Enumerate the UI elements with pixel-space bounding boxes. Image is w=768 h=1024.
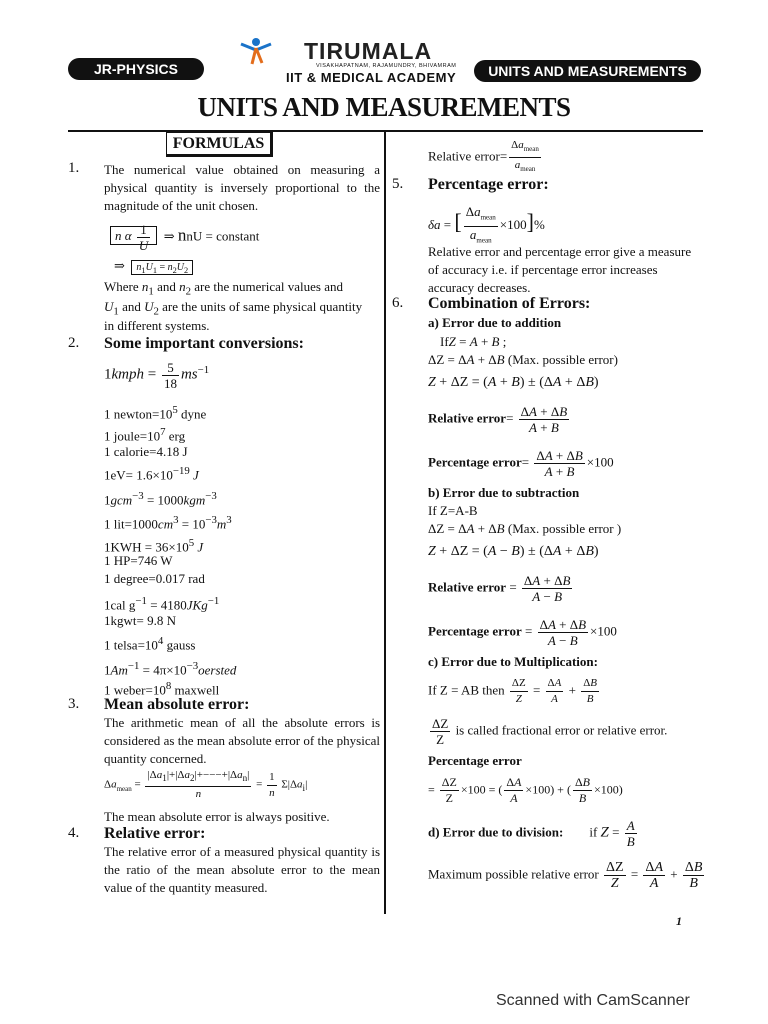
subtraction-max-error: ΔZ = ΔA + ΔB (Max. possible error ) <box>428 521 622 536</box>
multiplication-percentage-formula: = $\frac{\Delta Z}{Z}$ ×100 = ( $\frac{\Delta A}{A}$ ×100) + ( $\frac{\Delta B}{B}$ ×100) <box>428 775 623 805</box>
weber-conversion: 1 $weber=10^8$ maxwell <box>104 680 220 698</box>
subtraction-if: If Z=A-B <box>428 503 478 518</box>
multiplication-heading: c) Error due to Multiplication: <box>428 654 598 669</box>
joule-conversion: 1 $joule=10^7$ erg <box>104 426 186 444</box>
academy-logo <box>238 36 458 91</box>
litre-conversion: 1 $lit=1000cm^3 = 10^{-3}m^3$ <box>104 514 232 532</box>
kgwt-conversion: 1kgwt= 9.8 N <box>104 613 176 628</box>
section-1-number: 1. <box>68 160 80 176</box>
ev-conversion: $1eV= 1.6\times 10^{-19}$ J <box>104 465 199 483</box>
section-5-number: 5. <box>392 176 404 192</box>
where-line-1: Where $n_1$ and $n_2$ are the numerical values and <box>104 279 343 298</box>
tesla-conversion: 1 $telsa=10^4$ gauss <box>104 635 196 653</box>
header-rule <box>68 130 703 132</box>
degree-conversion: 1 degree=0.017 rad <box>104 571 205 586</box>
section-4-number: 4. <box>68 825 80 841</box>
kwh-conversion: $1KWH = 36\times 10^5$ J <box>104 537 204 555</box>
multiplication-if: If Z = AB then $\frac{\Delta Z}{Z}$ = $\frac{\Delta A}{A}$ + $\frac{\Delta B}{B}$ <box>428 677 598 705</box>
subtraction-heading: b) Error due to subtraction <box>428 485 580 500</box>
hp-conversion: 1 HP=746 W <box>104 553 173 568</box>
addition-if: IfZ = A + B ; <box>440 334 507 349</box>
division-max-relative-error: Maximum possible relative error $\frac{\Delta Z}{Z}$ = $\frac{\Delta A}{A}$ + $\frac{\Delta B}{B}$ <box>428 860 703 891</box>
multiplication-percentage-label: Percentage error <box>428 753 522 768</box>
fractional-error-note: $\frac{\Delta Z}{Z}$ is called fractional error or relative error. <box>432 716 668 747</box>
newton-conversion: 1 $newton=10^5$ dyne <box>104 404 207 422</box>
logo-academy: IIT & MEDICAL ACADEMY <box>286 70 457 85</box>
where-line-2: $U_1$ and $U_2$ are the units of same physical quantity <box>104 299 363 318</box>
section-2-heading: Some important conversions: <box>104 335 304 352</box>
section-6-heading: Combination of Errors: <box>428 295 591 312</box>
section-4-heading: Relative error: <box>104 825 206 842</box>
subtraction-relative-error: Relative error = $\frac{\Delta A + \Delta B}{A - B}$ <box>428 573 571 604</box>
inverse-proportion-formula: n α $\frac{1}{U}$ ⇒ nnU = constant <box>110 222 259 253</box>
subject-badge: JR-PHYSICS <box>68 58 204 80</box>
percentage-error-formula: δa = [ $\frac{\Delta a_{mean}}{a_{mean}}$ ×100]% <box>428 204 545 248</box>
calorie-conversion: 1 calorie=4.18 J <box>104 444 188 459</box>
relative-error-formula: Relative error= $\frac{\Delta a_{mean}}{a_{mean}}$ <box>428 138 543 177</box>
section-5-text: Relative error and percentage error give a measure of accuracy i.e. if percentage error increases accuracy decreases. <box>428 244 692 295</box>
subtraction-percentage-error: Percentage error = $\frac{\Delta A + \Delta B}{A - B}$ ×100 <box>428 617 617 648</box>
addition-max-error: ΔZ = ΔA + ΔB (Max. possible error) <box>428 352 618 367</box>
am-conversion: $1Am^{-1}$ = $4\pi\times 10^{-3}oersted$ <box>104 660 237 678</box>
section-2-number: 2. <box>68 335 80 351</box>
division-row: d) Error due to division: if Z = $\frac{A}{B}$ <box>428 818 635 849</box>
section-3-text: The arithmetic mean of all the absolute errors is considered as the mean absolute error of the physical quantity concerned. <box>104 715 380 766</box>
addition-percentage-error: Percentage error= $\frac{\Delta A + \Delta B}{A + B}$ ×100 <box>428 448 614 479</box>
section-1-text: The numerical value obtained on measuring a physical quantity is inversely proportional to the magnitude of the unit chosen. <box>104 162 380 213</box>
section-4-text: The relative error of a measured physical quantity is the ratio of the mean absolute error to the mean value of the quantity measured. <box>104 844 380 895</box>
formulas-label: FORMULAS <box>166 132 273 157</box>
section-6-number: 6. <box>392 295 404 311</box>
page-title: UNITS AND MEASUREMENTS <box>197 92 571 122</box>
page-number: 1 <box>676 914 682 928</box>
cal-conversion: 1cal $g^{-1} = 4180JKg^{-1}$ <box>104 595 220 613</box>
where-line-3: in different systems. <box>104 318 210 333</box>
section-5-heading: Percentage error: <box>428 176 549 193</box>
gcm3-conversion: 1gcm$^{-3}$ = 1000kgm$^{-3}$ <box>104 490 217 508</box>
nu-constant: nU = constant <box>186 228 260 244</box>
addition-result: Z + ΔZ = (A + B) ± (ΔA + ΔB) <box>428 375 599 390</box>
section-3-note: The mean absolute error is always positive. <box>104 809 330 824</box>
logo-brand: TIRUMALA <box>304 38 433 64</box>
n1u1-n2u2-formula: ⇒ $n_1U_1 = n_2U_2$ <box>114 257 193 280</box>
column-divider <box>384 132 386 914</box>
kmph-conversion: 1kmph = $\frac{5}{18}$ $ms^{-1}$ <box>104 360 210 391</box>
camscanner-watermark: Scanned with CamScanner <box>496 992 690 1009</box>
runner-icon <box>238 36 274 66</box>
section-3-number: 3. <box>68 696 80 712</box>
mean-absolute-error-formula: $\Delta a_{mean}$ = $\frac{|\Delta a_1|+|\Delta a_2|+---+|\Delta a_n|}{n}$ = $\frac{1}{n}$ $\Sigma|\Delta a_i|$ <box>104 769 308 801</box>
section-3-heading: Mean absolute error: <box>104 696 250 713</box>
addition-heading: a) Error due to addition <box>428 315 562 330</box>
addition-relative-error: Relative error= $\frac{\Delta A + \Delta B}{A + B}$ <box>428 404 568 435</box>
logo-cities: VISAKHAPATNAM, RAJAMUNDRY, BHIVAMRAM <box>316 63 457 69</box>
subtraction-result: Z + ΔZ = (A − B) ± (ΔA + ΔB) <box>428 544 599 559</box>
chapter-badge: UNITS AND MEASUREMENTS <box>474 60 701 82</box>
